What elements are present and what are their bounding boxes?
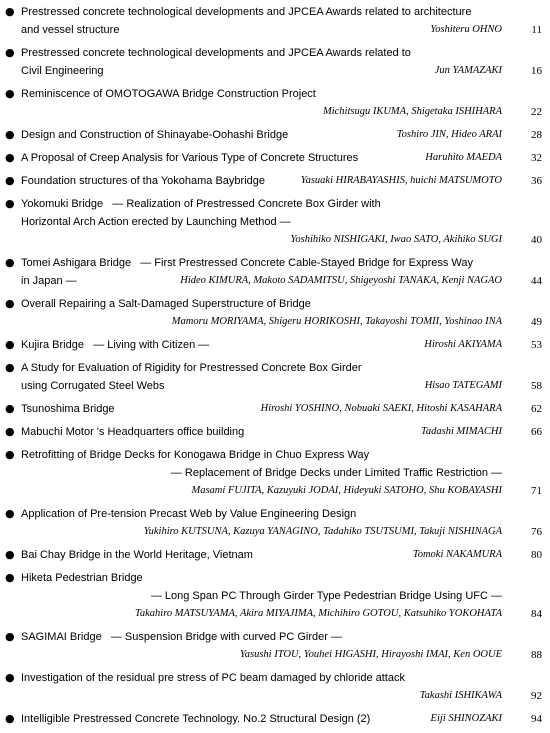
article-authors: Mamoru MORIYAMA, Shigeru HORIKOSHI, Takayoshi TOMII, Yoshinao INA [171,316,502,327]
article-authors: Haruhito MAEDA [425,152,502,163]
article-authors: Toshiro JIN, Hideo ARAI [396,129,502,140]
toc-entry-line [0,628,550,646]
article-authors: Yukihiro KUTSUNA, Kazuya YANAGINO, Tadahiko TSUTSUMI, Takuji NISHINAGA [143,526,502,537]
toc-entry-line [0,569,550,587]
page-number: 62 [531,403,542,415]
toc-entry-line [0,359,550,377]
toc-entry-line [0,646,550,664]
toc-entry-line [0,213,550,231]
article-title: Horizontal Arch Action erected by Launching Method — [21,216,291,228]
toc-entry[interactable] [0,710,550,728]
page-number: 36 [531,175,542,187]
article-title: Retrofitting of Bridge Decks for Konogawa Bridge in Chuo Express Way [21,449,370,461]
page-number: 84 [531,608,542,620]
bullet-icon: ● [5,712,15,725]
toc-entry-line [0,336,550,354]
bullet-icon: ● [5,256,15,269]
page-number: 32 [531,152,542,164]
toc-entry-line [0,605,550,623]
bullet-icon: ● [5,338,15,351]
article-title: Mabuchi Motor 's Headquarters office building [21,426,245,438]
article-authors: Hiroshi AKIYAMA [424,339,502,350]
article-title: Kujira Bridge — Living with Citizen — [21,339,210,351]
article-authors: Eiji SHINOZAKI [430,713,502,724]
article-title: and vessel structure [21,24,120,36]
toc-entry-line [0,149,550,167]
bullet-icon: ● [5,5,15,18]
page-number: 58 [531,380,542,392]
toc-entry-line [0,505,550,523]
toc-entry[interactable] [0,336,550,354]
toc-entry[interactable] [0,423,550,441]
article-subtitle: — Replacement of Bridge Decks under Limited Traffic Restriction — [170,467,502,479]
toc-entry[interactable] [0,669,550,705]
bullet-icon: ● [5,548,15,561]
article-authors: Masami FUJITA, Kazuyuki JODAI, Hideyuki SATOHO, Shu KOBAYASHI [191,485,502,496]
toc-entry-line [0,254,550,272]
toc-entry-line [0,687,550,705]
toc-entry[interactable] [0,149,550,167]
bullet-icon: ● [5,671,15,684]
bullet-icon: ● [5,128,15,141]
bullet-icon: ● [5,448,15,461]
article-authors: Hideo KIMURA, Makoto SADAMITSU, Shigeyoshi TANAKA, Kenji NAGAO [180,275,502,286]
article-title: Foundation structures of tha Yokohama Baybridge [21,175,265,187]
toc-entry-line [0,21,550,39]
toc-entry-line [0,231,550,249]
toc-entry-line [0,669,550,687]
toc-entry-line [0,103,550,121]
page-number: 40 [531,234,542,246]
article-title: Prestressed concrete technological developments and JPCEA Awards related to [21,47,411,59]
toc-entry[interactable] [0,400,550,418]
bullet-icon: ● [5,46,15,59]
article-title: A Study for Evaluation of Rigidity for Prestressed Concrete Box Girder [21,362,362,374]
bullet-icon: ● [5,507,15,520]
article-title: Tsunoshima Bridge [21,403,115,415]
article-authors: Michitsugu IKUMA, Shigetaka ISHIHARA [322,106,502,117]
toc-entry[interactable] [0,295,550,331]
article-title: Intelligible Prestressed Concrete Technology. No.2 Structural Design (2) [21,713,371,725]
article-authors: Jun YAMAZAKI [434,65,502,76]
article-authors: Yoshiteru OHNO [430,24,502,35]
article-title: SAGIMAI Bridge — Suspension Bridge with curved PC Girder — [21,631,342,643]
page-number: 71 [531,485,542,497]
toc-entry-line [0,195,550,213]
article-authors: Tomoki NAKAMURA [412,549,502,560]
article-title: Prestressed concrete technological developments and JPCEA Awards related to architecture [21,6,472,18]
page-number: 22 [531,106,542,118]
article-authors: Yasuaki HIRABAYASHIS, huichi MATSUMOTO [300,175,502,186]
table-of-contents [0,3,550,733]
toc-entry[interactable] [0,85,550,121]
toc-entry[interactable] [0,569,550,623]
page-number: 49 [531,316,542,328]
toc-entry-line [0,546,550,564]
article-authors: Yasushi ITOU, Youhei HIGASHI, Hirayoshi IMAI, Ken OOUE [239,649,502,660]
toc-entry[interactable] [0,628,550,664]
toc-entry-line [0,295,550,313]
toc-entry-line [0,377,550,395]
toc-entry-line [0,85,550,103]
toc-entry-line [0,400,550,418]
toc-entry-line [0,3,550,21]
toc-entry[interactable] [0,126,550,144]
article-title: using Corrugated Steel Webs [21,380,165,392]
article-authors: Hiroshi YOSHINO, Nobuaki SAEKI, Hitoshi KASAHARA [260,403,502,414]
toc-entry-line [0,62,550,80]
article-authors: Takahiro MATSUYAMA, Akira MIYAJIMA, Michihiro GOTOU, Katsuhiko YOKOHATA [134,608,502,619]
toc-entry-line [0,710,550,728]
toc-entry[interactable] [0,505,550,541]
bullet-icon: ● [5,151,15,164]
bullet-icon: ● [5,630,15,643]
toc-entry-line [0,313,550,331]
toc-entry-line [0,272,550,290]
page-number: 11 [531,24,542,36]
page-number: 28 [531,129,542,141]
article-title: Application of Pre-tension Precast Web by Value Engineering Design [21,508,357,520]
toc-entry[interactable] [0,446,550,500]
page-number: 80 [531,549,542,561]
article-title: A Proposal of Creep Analysis for Various Type of Concrete Structures [21,152,359,164]
article-title: Bai Chay Bridge in the World Heritage, Vietnam [21,549,253,561]
toc-entry[interactable] [0,44,550,80]
article-title: Investigation of the residual pre stress of PC beam damaged by chloride attack [21,672,405,684]
bullet-icon: ● [5,361,15,374]
page-number: 16 [531,65,542,77]
article-title: Design and Construction of Shinayabe-Oohashi Bridge [21,129,289,141]
article-authors: Tadashi MIMACHI [421,426,502,437]
toc-entry-line [0,423,550,441]
article-title: Civil Engineering [21,65,104,77]
toc-entry-line [0,587,550,605]
toc-entry-line [0,126,550,144]
toc-entry[interactable] [0,359,550,395]
article-title: Reminiscence of OMOTOGAWA Bridge Construction Project [21,88,316,100]
toc-entry-line [0,172,550,190]
page-number: 92 [531,690,542,702]
bullet-icon: ● [5,402,15,415]
page-number: 76 [531,526,542,538]
toc-entry-line [0,464,550,482]
article-title: Tomei Ashigara Bridge — First Prestressed Concrete Cable-Stayed Bridge for Express Way [21,257,473,269]
toc-entry[interactable] [0,546,550,564]
toc-entry-line [0,44,550,62]
bullet-icon: ● [5,197,15,210]
page-number: 66 [531,426,542,438]
article-authors: Yoshihiko NISHIGAKI, Iwao SATO, Akihiko SUGI [290,234,502,245]
toc-entry-line [0,482,550,500]
article-title: in Japan — [21,275,77,287]
bullet-icon: ● [5,297,15,310]
page-number: 44 [531,275,542,287]
bullet-icon: ● [5,174,15,187]
article-authors: Hisao TATEGAMI [424,380,502,391]
bullet-icon: ● [5,571,15,584]
page-number: 94 [531,713,542,725]
article-subtitle: — Long Span PC Through Girder Type Pedestrian Bridge Using UFC — [150,590,502,602]
article-authors: Takashi ISHIKAWA [419,690,502,701]
page-number: 53 [531,339,542,351]
article-title: Hiketa Pedestrian Bridge [21,572,143,584]
article-title: Yokomuki Bridge — Realization of Prestressed Concrete Box Girder with [21,198,381,210]
bullet-icon: ● [5,425,15,438]
toc-entry[interactable] [0,254,550,290]
bullet-icon: ● [5,87,15,100]
page-number: 88 [531,649,542,661]
toc-entry[interactable] [0,172,550,190]
toc-entry[interactable] [0,195,550,249]
article-title: Overall Repairing a Salt-Damaged Superstructure of Bridge [21,298,311,310]
toc-entry-line [0,523,550,541]
toc-entry[interactable] [0,3,550,39]
toc-entry-line [0,446,550,464]
